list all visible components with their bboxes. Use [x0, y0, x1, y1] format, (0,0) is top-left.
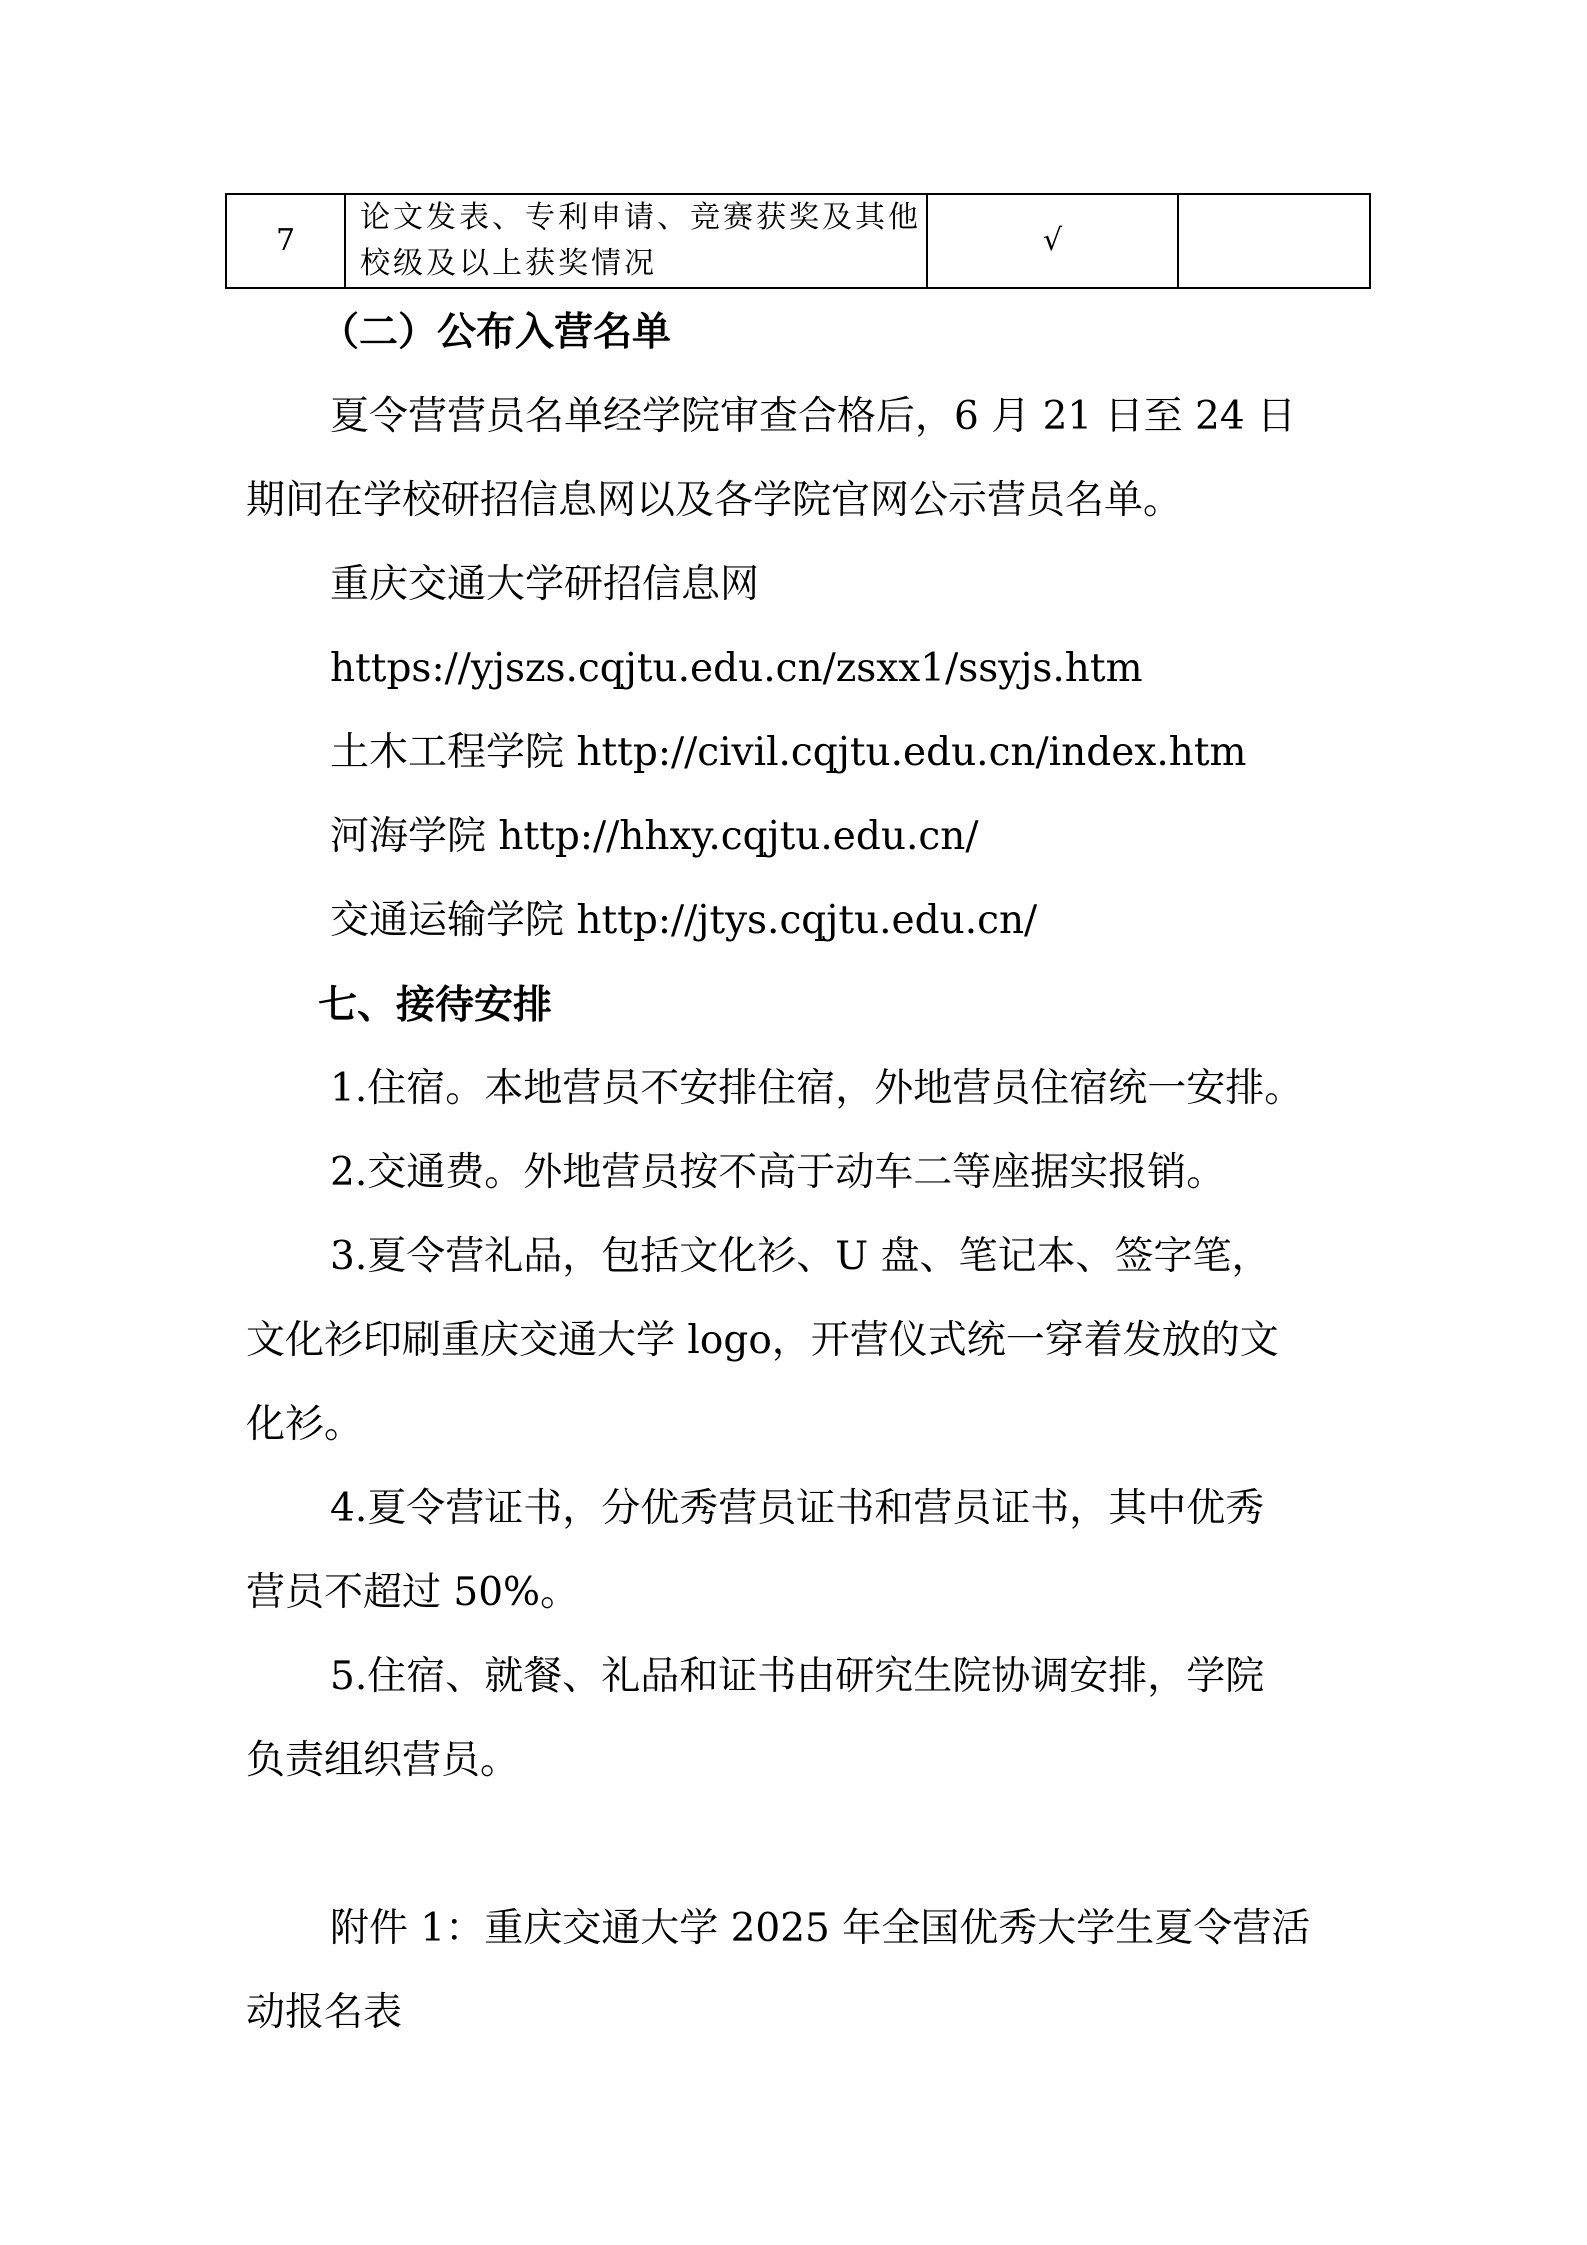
row-item-line1: 论文发表、专利申请、竞赛获奖及其他: [360, 200, 921, 235]
row-note: [1178, 194, 1370, 288]
row-item: [345, 194, 927, 288]
reception-item-4-line1: 4.夏令营证书，分优秀营员证书和营员证书，其中优秀: [330, 1486, 1265, 1531]
row-number: 7: [226, 194, 345, 288]
section-heading: 七、接待安排: [318, 982, 553, 1028]
paragraph-line: 期间在学校研招信息网以及各学院官网公示营员名单。: [246, 478, 1183, 523]
row-item-line2: 校级及以上获奖情况: [360, 246, 657, 281]
site-university-name: 重庆交通大学研招信息网: [330, 562, 760, 607]
attachment-line1: 附件 1：重庆交通大学 2025 年全国优秀大学生夏令营活: [330, 1906, 1311, 1951]
reception-item-5-line2: 负责组织营员。: [246, 1738, 520, 1783]
reception-item-4-line2: 营员不超过 50%。: [246, 1570, 580, 1615]
table-row: [226, 194, 1370, 288]
site-hhxy: 河海学院 http://hhxy.cqjtu.edu.cn/: [330, 814, 979, 859]
reception-item-1: 1.住宿。本地营员不安排住宿，外地营员住宿统一安排。: [330, 1066, 1304, 1111]
reception-item-3-line3: 化衫。: [246, 1402, 364, 1447]
reception-item-5-line1: 5.住宿、就餐、礼品和证书由研究生院协调安排，学院: [330, 1654, 1265, 1699]
reception-item-2: 2.交通费。外地营员按不高于动车二等座据实报销。: [330, 1150, 1226, 1195]
attachment-line2: 动报名表: [246, 1990, 403, 2035]
site-civil: 土木工程学院 http://civil.cqjtu.edu.cn/index.htm: [330, 730, 1247, 775]
site-jtys: 交通运输学院 http://jtys.cqjtu.edu.cn/: [330, 898, 1038, 943]
reception-item-3-line2: 文化衫印刷重庆交通大学 logo，开营仪式统一穿着发放的文: [246, 1318, 1279, 1363]
requirements-table: [225, 193, 1371, 289]
row-check-mark: √: [927, 194, 1178, 288]
paragraph-line: 夏令营营员名单经学院审查合格后，6 月 21 日至 24 日: [330, 394, 1297, 439]
reception-item-3-line1: 3.夏令营礼品，包括文化衫、U 盘、笔记本、签字笔，: [330, 1234, 1271, 1279]
subsection-heading: （二）公布入营名单: [320, 309, 672, 355]
site-university-url: https://yjszs.cqjtu.edu.cn/zsxx1/ssyjs.htm: [330, 646, 1143, 691]
